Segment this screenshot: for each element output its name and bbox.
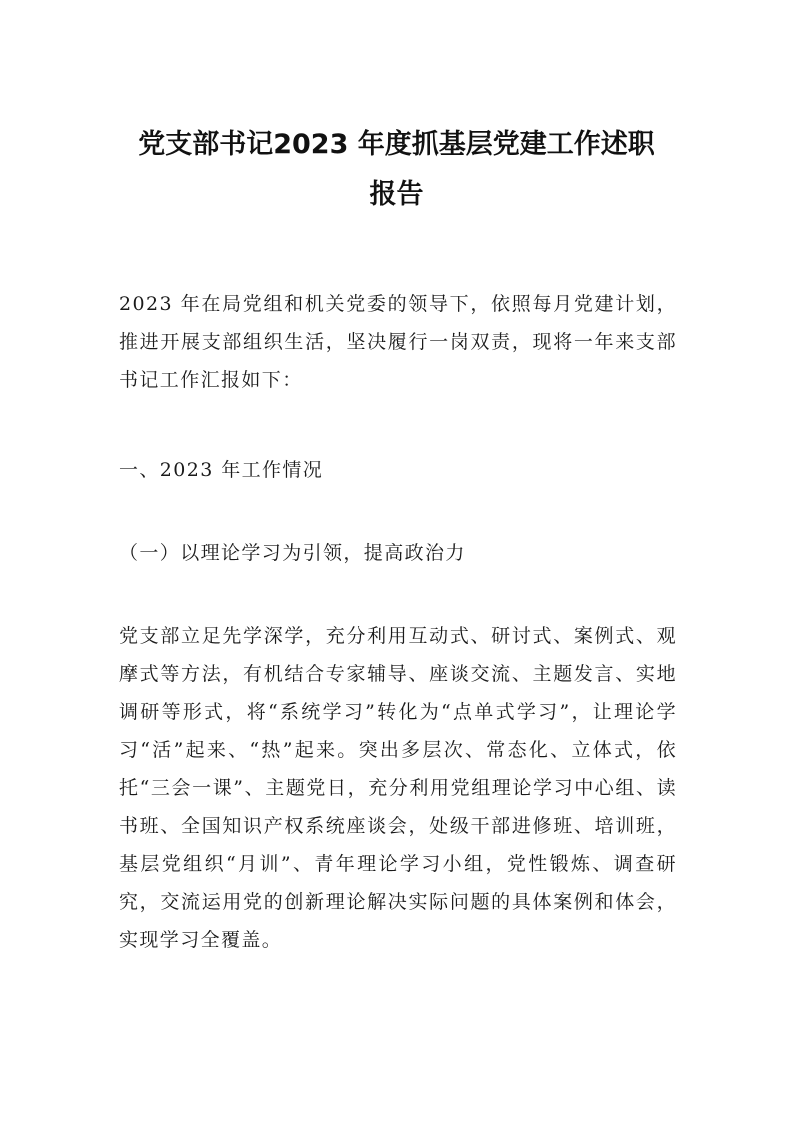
subsection-heading: （一）以理论学习为引领，提高政治力 <box>119 542 466 564</box>
document-title-line-1: 党支部书记2023 年度抓基层党建工作述职 <box>138 129 655 160</box>
body-paragraph: 党支部立足先学深学，充分利用互动式、研讨式、案例式、观摩式等方法，有机结合专家辅导、座谈交流、主题发言、实地调研等形式，将“系统学习”转化为“点单式学习”，让理论学习“活”起来、“热”起来。突出多层次、常态化、立体式，依托“三会一课”、主题党日，充分利用党组理论学习中心组、读书班、全国知识产权系统座谈会，处级干部进修班、培训班，基层党组织“月训”、青年理论学习小组，党性锻炼、调查研究，交流运用党的创新理论解决实际问题的具体案例和体会，实现学习全覆盖。 <box>119 625 677 951</box>
section-heading: 一、2023 年工作情况 <box>119 459 324 481</box>
document-title-line-2: 报告 <box>369 179 424 210</box>
intro-paragraph: 2023 年在局党组和机关党委的领导下，依照每月党建计划，推进开展支部组织生活，坚决履行一岗双责，现将一年来支部书记工作汇报如下： <box>119 293 677 391</box>
